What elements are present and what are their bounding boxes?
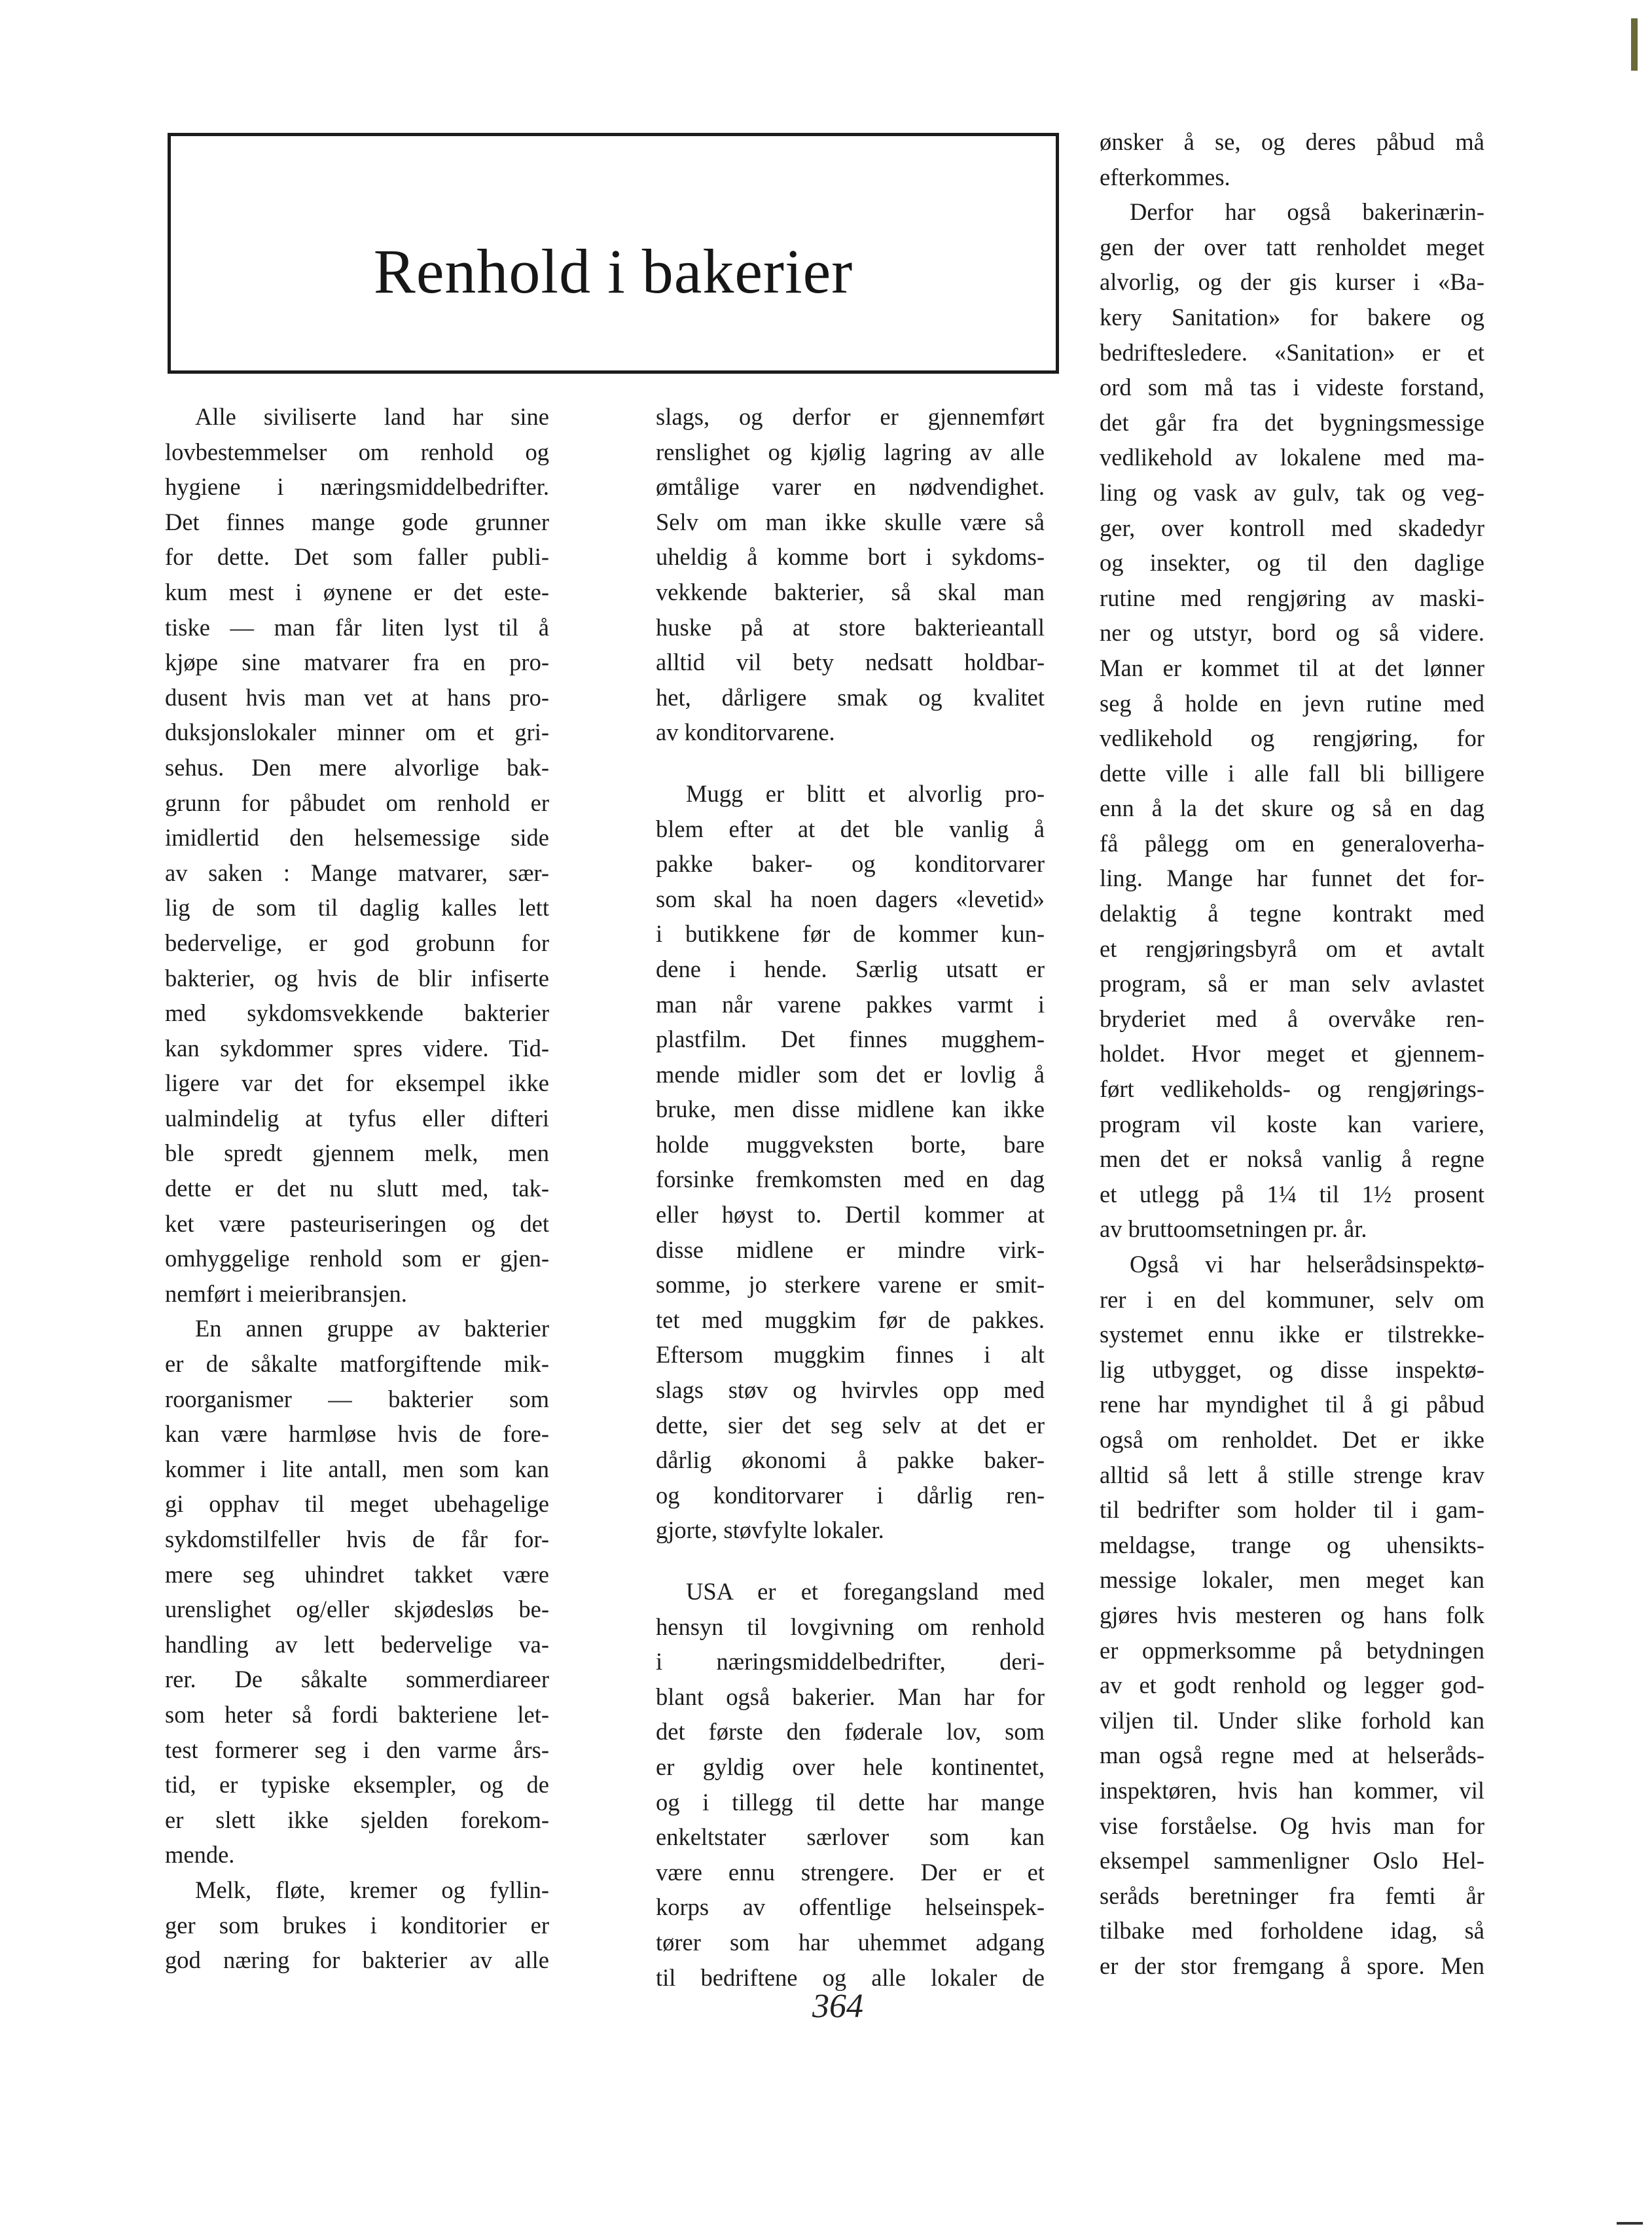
text-line: det første den føderale lov, som xyxy=(656,1718,1045,1746)
text-line: man også regne med at helseråds- xyxy=(1100,1742,1484,1769)
text-line: korps av offentlige helseinspek- xyxy=(656,1893,1045,1921)
text-line: av konditorvarene. xyxy=(656,719,835,746)
text-line: roorganismer — bakterier som xyxy=(165,1385,549,1412)
paragraph-gap xyxy=(656,1548,1045,1574)
text-line: meldagse, trange og uhensikts- xyxy=(1100,1531,1484,1558)
text-line: slags støv og hvirvles opp med xyxy=(656,1376,1045,1404)
text-line: slags, og derfor er gjennemført xyxy=(656,403,1045,430)
text-line: alltid vil bety nedsatt holdbar- xyxy=(656,649,1045,676)
text-line: seg å holde en jevn rutine med xyxy=(1100,689,1484,717)
text-line: ønsker å se, og deres påbud må xyxy=(1100,128,1484,155)
text-line: inspektøren, hvis han kommer, vil xyxy=(1100,1776,1484,1804)
text-line: sehus. Den mere alvorlige bak- xyxy=(165,753,549,781)
text-line: duksjonslokaler minner om et gri- xyxy=(165,719,549,746)
text-line: ger som brukes i konditorier er xyxy=(165,1911,549,1939)
text-line: efterkommes. xyxy=(1100,163,1230,190)
text-line: bedervelige, er god grobunn for xyxy=(165,929,549,956)
text-line: hensyn til lovgivning om renhold xyxy=(656,1613,1045,1640)
text-line: gi opphav til meget ubehagelige xyxy=(165,1490,549,1518)
text-line: tid, er typiske eksempler, og de xyxy=(165,1771,549,1799)
text-line: rer i en del kommuner, selv om xyxy=(1100,1285,1484,1313)
text-line: Derfor har også bakerinærin- xyxy=(1130,198,1484,226)
text-line: man når varene pakkes varmt i xyxy=(656,990,1045,1018)
text-line: En annen gruppe av bakterier xyxy=(195,1315,549,1342)
text-line: til bedrifter som holder til i gam- xyxy=(1100,1496,1484,1524)
text-line: alltid så lett å stille strenge krav xyxy=(1100,1461,1484,1488)
text-line: bryderiet med å overvåke ren- xyxy=(1100,1005,1484,1032)
text-line: ger, over kontroll med skadedyr xyxy=(1100,514,1484,541)
text-line: alvorlig, og der gis kurser i «Ba- xyxy=(1100,268,1484,296)
text-line: også om renholdet. Det er ikke xyxy=(1100,1425,1484,1453)
text-line: av et godt renhold og legger god- xyxy=(1100,1672,1484,1699)
text-line: et rengjøringsbyrå om et avtalt xyxy=(1100,935,1484,962)
text-line: eksempel sammenligner Oslo Hel- xyxy=(1100,1847,1484,1874)
text-line: program vil koste kan variere, xyxy=(1100,1110,1484,1137)
text-line: vise forståelse. Og hvis man for xyxy=(1100,1812,1484,1839)
text-line: Det finnes mange gode grunner xyxy=(165,508,549,535)
text-line: er de såkalte matforgiftende mik- xyxy=(165,1350,549,1378)
text-line: vekkende bakterier, så skal man xyxy=(656,578,1045,605)
text-line: er oppmerksomme på betydningen xyxy=(1100,1636,1484,1664)
scan-edge-mark xyxy=(1631,18,1638,71)
text-line: mende. xyxy=(165,1841,235,1869)
text-line: rer. De såkalte sommerdiareer xyxy=(165,1666,549,1693)
paragraph-gap xyxy=(656,750,1045,776)
text-line: urenslighet og/eller skjødesløs be- xyxy=(165,1596,549,1623)
text-column-3 xyxy=(1100,124,1484,1983)
text-line: tilbake med forholdene idag, så xyxy=(1100,1917,1484,1944)
text-line: dette ville i alle fall bli billigere xyxy=(1100,759,1484,787)
text-line: omhyggelige renhold som er gjen- xyxy=(165,1245,549,1272)
text-line: holde muggveksten borte, bare xyxy=(656,1130,1045,1158)
text-line: tiske — man får liten lyst til å xyxy=(165,613,549,641)
text-line: og konditorvarer i dårlig ren- xyxy=(656,1481,1045,1509)
text-line: tet med muggkim før de pakkes. xyxy=(656,1306,1045,1333)
text-line: med sykdomsvekkende bakterier xyxy=(165,999,549,1027)
text-line: Melk, fløte, kremer og fyllin- xyxy=(195,1876,549,1903)
text-line: i næringsmiddelbedrifter, deri- xyxy=(656,1648,1045,1675)
text-line: vedlikehold av lokalene med ma- xyxy=(1100,444,1484,471)
text-line: huske på at store bakterieantall xyxy=(656,613,1045,641)
text-line: mende midler som det er lovlig å xyxy=(656,1060,1045,1088)
text-line: til bedriftene og alle lokaler de xyxy=(656,1963,1045,1991)
text-line: ømtålige varer en nødvendighet. xyxy=(656,473,1045,501)
text-column-2 xyxy=(656,399,1045,1995)
text-line: dene i hende. Særlig utsatt er xyxy=(656,955,1045,982)
text-line: Også vi har helserådsinspektø- xyxy=(1130,1251,1484,1278)
text-line: ner og utstyr, bord og så videre. xyxy=(1100,619,1484,647)
text-line: lovbestemmelser om renhold og xyxy=(165,438,549,465)
text-line: det går fra det bygningsmessige xyxy=(1100,408,1484,436)
text-line: et utlegg på 1¼ til 1½ prosent xyxy=(1100,1180,1484,1208)
text-line: av bruttoomsetningen pr. år. xyxy=(1100,1215,1367,1243)
text-line: enn å la det skure og så en dag xyxy=(1100,795,1484,822)
text-line: seråds beretninger fra femti år xyxy=(1100,1882,1484,1909)
text-line: hygiene i næringsmiddelbedrifter. xyxy=(165,473,549,501)
text-line: kommer i lite antall, men som kan xyxy=(165,1455,549,1482)
text-line: sykdomstilfeller hvis de får for- xyxy=(165,1526,549,1552)
text-line: grunn for påbudet om renhold er xyxy=(165,789,549,816)
text-line: renslighet og kjølig lagring av alle xyxy=(656,438,1045,465)
text-line: kjøpe sine matvarer fra en pro- xyxy=(165,649,549,676)
text-line: er der stor fremgang å spore. Men xyxy=(1100,1952,1484,1979)
text-line: blem efter at det ble vanlig å xyxy=(656,815,1045,842)
text-line: ket være pasteuriseringen og det xyxy=(165,1209,549,1237)
text-line: ført vedlikeholds- og rengjørings- xyxy=(1100,1075,1484,1103)
text-line: gjorte, støvfylte lokaler. xyxy=(656,1516,884,1544)
text-line: Selv om man ikke skulle være så xyxy=(656,508,1045,535)
text-line: Mugg er blitt et alvorlig pro- xyxy=(686,779,1045,807)
text-line: somme, jo sterkere varene er smit- xyxy=(656,1271,1045,1299)
text-line: disse midlene er mindre virk- xyxy=(656,1236,1045,1263)
text-line: Eftersom muggkim finnes i alt xyxy=(656,1341,1045,1369)
text-line: tører som har uhemmet adgang xyxy=(656,1928,1045,1956)
text-line: dusent hvis man vet at hans pro- xyxy=(165,683,549,711)
text-line: uheldig å komme bort i sykdoms- xyxy=(656,543,1045,571)
text-line: dette, sier det seg selv at det er xyxy=(656,1411,1045,1439)
text-line: mere seg uhindret takket være xyxy=(165,1560,549,1588)
text-line: het, dårligere smak og kvalitet xyxy=(656,683,1045,711)
text-line: kum mest i øynene er det este- xyxy=(165,578,549,605)
text-line: for dette. Det som faller publi- xyxy=(165,543,549,571)
text-line: rutine med rengjøring av maski- xyxy=(1100,584,1484,611)
text-line: messige lokaler, men meget kan xyxy=(1100,1566,1484,1594)
text-line: gjøres hvis mesteren og hans folk xyxy=(1100,1601,1484,1628)
text-line: ligere var det for eksempel ikke xyxy=(165,1069,549,1097)
text-line: og insekter, og til den daglige xyxy=(1100,549,1484,577)
text-line: holdet. Hvor meget et gjennem- xyxy=(1100,1040,1484,1067)
text-line: Man er kommet til at det lønner xyxy=(1100,654,1484,681)
article-title: Renhold i bakerier xyxy=(373,236,853,306)
text-line: få pålegg om en generaloverha- xyxy=(1100,829,1484,857)
text-line: god næring for bakterier av alle xyxy=(165,1946,549,1974)
text-line: kan være harmløse hvis de fore- xyxy=(165,1420,549,1448)
text-line: forsinke fremkomsten med en dag xyxy=(656,1166,1045,1193)
text-line: ble spredt gjennem melk, men xyxy=(165,1139,549,1167)
text-line: er slett ikke sjelden forekom- xyxy=(165,1806,549,1833)
text-line: være ennu strengere. Der er et xyxy=(656,1858,1045,1886)
scan-edge-mark-bottom xyxy=(1617,2222,1643,2225)
text-line: nemført i meieribransjen. xyxy=(165,1280,407,1307)
text-line: i butikkene før de kommer kun- xyxy=(656,920,1045,948)
text-column-1 xyxy=(165,399,549,1978)
text-line: bruke, men disse midlene kan ikke xyxy=(656,1096,1045,1123)
text-line: lig utbygget, og disse inspektø- xyxy=(1100,1355,1484,1383)
text-line: er gyldig over hele kontinentet, xyxy=(656,1753,1045,1780)
text-line: rene har myndighet til å gi påbud xyxy=(1100,1391,1484,1418)
text-line: men det er nokså vanlig å regne xyxy=(1100,1145,1484,1173)
text-line: ualmindelig at tyfus eller difteri xyxy=(165,1104,549,1132)
text-line: handling av lett bedervelige va- xyxy=(165,1630,549,1658)
text-line: og i tillegg til dette har mange xyxy=(656,1788,1045,1816)
text-line: imidlertid den helsemessige side xyxy=(165,824,549,851)
text-line: av saken : Mange matvarer, sær- xyxy=(165,859,549,886)
text-line: viljen til. Under slike forhold kan xyxy=(1100,1706,1484,1734)
text-line: ling og vask av gulv, tak og veg- xyxy=(1100,478,1484,506)
text-line: USA er et foregangsland med xyxy=(686,1578,1045,1605)
text-line: pakke baker- og konditorvarer xyxy=(656,850,1045,878)
text-line: ord som må tas i videste forstand, xyxy=(1100,374,1484,401)
text-line: enkeltstater særlover som kan xyxy=(656,1823,1045,1851)
text-line: plastfilm. Det finnes mugghem- xyxy=(656,1026,1045,1053)
text-line: vedlikehold og rengjøring, for xyxy=(1100,725,1484,752)
text-line: eller høyst to. Dertil kommer at xyxy=(656,1201,1045,1228)
text-line: bakterier, og hvis de blir infiserte xyxy=(165,964,549,992)
text-line: som skal ha noen dagers «levetid» xyxy=(656,885,1045,912)
text-line: som heter så fordi bakteriene let- xyxy=(165,1700,549,1728)
text-line: lig de som til daglig kalles lett xyxy=(165,894,549,922)
title-box xyxy=(168,133,1059,374)
text-line: Alle siviliserte land har sine xyxy=(195,403,549,430)
text-line: systemet ennu ikke er tilstrekke- xyxy=(1100,1321,1484,1348)
text-line: delaktig å tegne kontrakt med xyxy=(1100,900,1484,927)
page-number: 364 xyxy=(812,1988,863,2025)
text-line: dårlig økonomi å pakke baker- xyxy=(656,1446,1045,1474)
text-line: ling. Mange har funnet det for- xyxy=(1100,865,1484,892)
text-line: test formerer seg i den varme års- xyxy=(165,1736,549,1763)
text-line: gen der over tatt renholdet meget xyxy=(1100,233,1484,260)
text-line: blant også bakerier. Man har for xyxy=(656,1683,1045,1710)
text-line: kery Sanitation» for bakere og xyxy=(1100,303,1484,331)
text-line: kan sykdommer spres videre. Tid- xyxy=(165,1034,549,1062)
text-line: bedriftesledere. «Sanitation» er et xyxy=(1100,338,1484,366)
text-line: dette er det nu slutt med, tak- xyxy=(165,1175,549,1202)
text-line: program, så er man selv avlastet xyxy=(1100,970,1484,997)
